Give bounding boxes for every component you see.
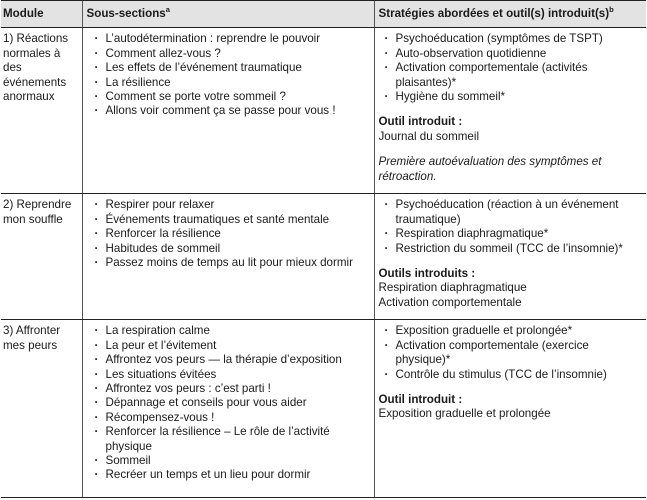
list-item: · Respirer pour relaxer [95, 198, 370, 212]
strategies-cell [374, 194, 646, 320]
list-item: · Comment se porte votre sommeil ? [95, 90, 370, 104]
strategies-cell [374, 28, 646, 194]
subsections-cell [82, 28, 374, 194]
list-item: · Sommeil [95, 454, 370, 468]
module-cell: 3) Affronter mes peurs [1, 320, 82, 498]
list-item: · Respiration diaphragmatique* [385, 227, 643, 241]
list-item: · Affrontez vos peurs : c’est parti ! [95, 382, 370, 396]
list-item: · Affrontez vos peurs — la thérapie d’exposition [95, 353, 370, 367]
table-row [1, 320, 646, 498]
module-cell: 2) Reprendre mon souffle [1, 194, 82, 320]
list-item: · Activation comportementale (activités plaisantes)* [385, 61, 643, 90]
table-row [1, 194, 646, 320]
tool-heading: Outil introduit : [378, 393, 463, 407]
list-item: · Exposition graduelle et prolongée* [385, 324, 643, 338]
module-cell: 1) Réactions normales à des événements anormaux [1, 28, 82, 194]
list-item: · Passez moins de temps au lit pour mieux dormir [95, 256, 370, 270]
strategies-list [379, 32, 643, 104]
footnote-marker-a: a [165, 5, 170, 15]
list-item: · Allons voir comment ça se passe pour vous ! [95, 104, 370, 118]
list-item: · Récompensez-vous ! [95, 411, 370, 425]
tool-heading: Outil introduit : [378, 115, 463, 129]
subsections-list [89, 198, 370, 270]
list-item: · Renforcer la résilience [95, 227, 370, 241]
tool-item: Activation comportementale [378, 295, 522, 309]
tool-item: Journal du sommeil [378, 129, 480, 143]
header-subsections: Sous-sections$^a$ [82, 1, 374, 28]
list-item: · Habitudes de sommeil [95, 242, 370, 256]
subsections-list [89, 324, 370, 482]
list-item: · Renforcer la résilience – Le rôle de l’activité physique [95, 425, 370, 454]
header-module: Module [1, 1, 82, 28]
list-item: · Événements traumatiques et santé mentale [95, 213, 370, 227]
subsections-cell [82, 194, 374, 320]
modules-table [1, 0, 646, 498]
tool-heading: Outils introduits : [378, 267, 476, 281]
list-item: · Restriction du sommeil (TCC de l’insomnie)* [385, 242, 643, 256]
list-item: · Contrôle du stimulus (TCC de l’insomnie) [385, 368, 643, 382]
list-item: · La résilience [95, 76, 370, 90]
footnote-marker-b: b [609, 5, 614, 15]
list-item: · La respiration calme [95, 324, 370, 338]
evaluation-note: Première autoévaluation des symptômes et rétroaction. [378, 155, 602, 183]
list-item: · Recréer un temps et un lieu pour dormir [95, 468, 370, 482]
subsections-cell [82, 320, 374, 498]
tool-item: Respiration diaphragmatique [378, 281, 527, 295]
list-item: · Les effets de l’événement traumatique [95, 61, 370, 75]
list-item: · Comment allez-vous ? [95, 47, 370, 61]
subsections-list [89, 32, 370, 118]
strategies-list [379, 324, 643, 382]
list-item: · L’autodétermination : reprendre le pouvoir [95, 32, 370, 46]
list-item: · Activation comportementale (exercice physique)* [385, 339, 643, 368]
list-item: · Auto-observation quotidienne [385, 47, 643, 61]
tool-item: Exposition graduelle et prolongée [378, 407, 551, 421]
list-item: · La peur et l’évitement [95, 339, 370, 353]
list-item: · Hygiène du sommeil* [385, 90, 643, 104]
list-item: · Dépannage et conseils pour vous aider [95, 396, 370, 410]
header-strategies: Stratégies abordées et outil(s) $introduit(s)^b$ [374, 1, 646, 28]
strategies-list [379, 198, 643, 256]
strategies-cell [374, 320, 646, 498]
list-item: · Psychoéducation (symptômes de TSPT) [385, 32, 643, 46]
header-row [1, 1, 646, 28]
list-item: · Psychoéducation (réaction à un événement traumatique) [385, 198, 643, 227]
table-row [1, 28, 646, 194]
list-item: · Les situations évitées [95, 368, 370, 382]
